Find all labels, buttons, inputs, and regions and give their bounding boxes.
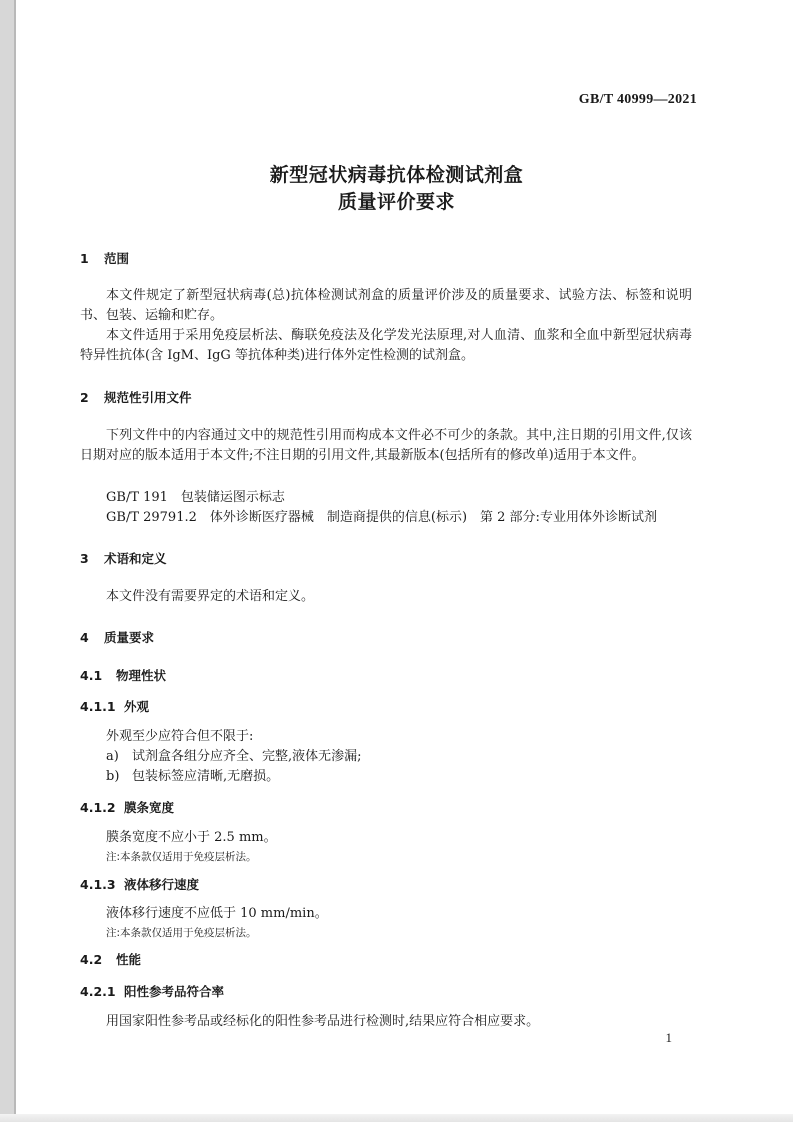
section-number: 4.1.2 <box>80 800 116 815</box>
section-1-paragraph-2: 本文件适用于采用免疫层析法、酶联免疫法及化学发光法原理,对人血清、血浆和全血中新型冠状病毒特异性抗体(含 IgM、IgG 等抗体种类)进行体外定性检测的试剂盒。 <box>80 328 692 363</box>
section-title: 膜条宽度 <box>124 800 175 815</box>
section-number: 4.2 <box>80 952 103 967</box>
section-4-2-1-heading <box>80 982 224 1000</box>
note: 注:本条款仅适用于免疫层析法。 <box>106 851 257 863</box>
list-item-label: b) <box>106 769 120 784</box>
section-number: 1 <box>80 251 89 266</box>
membrane-width-requirement: 膜条宽度不应小于 2.5 mm。 <box>106 830 277 845</box>
section-number: 4.2.1 <box>80 984 116 999</box>
liquid-migration-requirement: 液体移行速度不应低于 10 mm/min。 <box>106 906 328 921</box>
section-title: 术语和定义 <box>104 551 167 566</box>
section-number: 2 <box>80 390 89 405</box>
section-4-1-1-heading <box>80 697 149 715</box>
section-4-heading <box>80 628 154 646</box>
list-item-text: 包装标签应清晰,无磨损。 <box>132 769 280 784</box>
list-item <box>106 767 279 787</box>
list-item <box>106 747 362 767</box>
scan-edge-bottom <box>0 1114 793 1122</box>
section-title: 范围 <box>104 251 130 266</box>
section-4-1-2-heading <box>80 798 174 816</box>
section-number: 4.1 <box>80 668 103 683</box>
section-2-paragraph: 下列文件中的内容通过文中的规范性引用而构成本文件必不可少的条款。其中,注日期的引用文件,仅该日期对应的版本适用于本文件;不注日期的引用文件,其最新版本(包括所有的修改单)适用于本文件。 <box>80 428 692 463</box>
page-number: 1 <box>665 1030 672 1045</box>
positive-reference-requirement: 用国家阳性参考品或经标化的阳性参考品进行检测时,结果应符合相应要求。 <box>106 1014 540 1029</box>
section-1-heading <box>80 249 129 267</box>
appearance-intro: 外观至少应符合但不限于: <box>106 729 254 744</box>
section-number: 3 <box>80 551 89 566</box>
section-1-paragraph-1: 本文件规定了新型冠状病毒(总)抗体检测试剂盒的质量评价涉及的质量要求、试验方法、标签和说明书、包装、运输和贮存。 <box>80 288 692 323</box>
section-4-2-heading <box>80 950 141 968</box>
section-title: 液体移行速度 <box>124 877 200 892</box>
section-number: 4 <box>80 630 89 645</box>
section-title: 外观 <box>124 699 150 714</box>
section-number: 4.1.3 <box>80 877 116 892</box>
section-number: 4.1.1 <box>80 699 116 714</box>
section-title: 阳性参考品符合率 <box>124 984 225 999</box>
normative-reference: GB/T 29791.2 体外诊断医疗器械 制造商提供的信息(标示) 第 2 部分:专业用体外诊断试剂 <box>106 510 657 525</box>
list-item-label: a) <box>106 749 119 764</box>
section-title: 物理性状 <box>116 668 167 683</box>
section-2-heading <box>80 388 192 406</box>
section-4-1-3-heading <box>80 875 199 893</box>
section-4-1-heading <box>80 666 166 684</box>
section-3-paragraph: 本文件没有需要界定的术语和定义。 <box>106 589 315 604</box>
note: 注:本条款仅适用于免疫层析法。 <box>106 927 257 939</box>
standard-number: GB/T 40999—2021 <box>578 92 697 107</box>
normative-reference: GB/T 191 包装储运图示标志 <box>106 490 285 505</box>
section-3-heading <box>80 549 167 567</box>
section-title: 性能 <box>116 952 142 967</box>
section-title: 质量要求 <box>104 630 155 645</box>
document-title-line2: 质量评价要求 <box>337 191 455 213</box>
list-item-text: 试剂盒各组分应齐全、完整,液体无渗漏; <box>132 749 362 764</box>
document-title-line1: 新型冠状病毒抗体检测试剂盒 <box>269 164 524 186</box>
section-title: 规范性引用文件 <box>104 390 192 405</box>
